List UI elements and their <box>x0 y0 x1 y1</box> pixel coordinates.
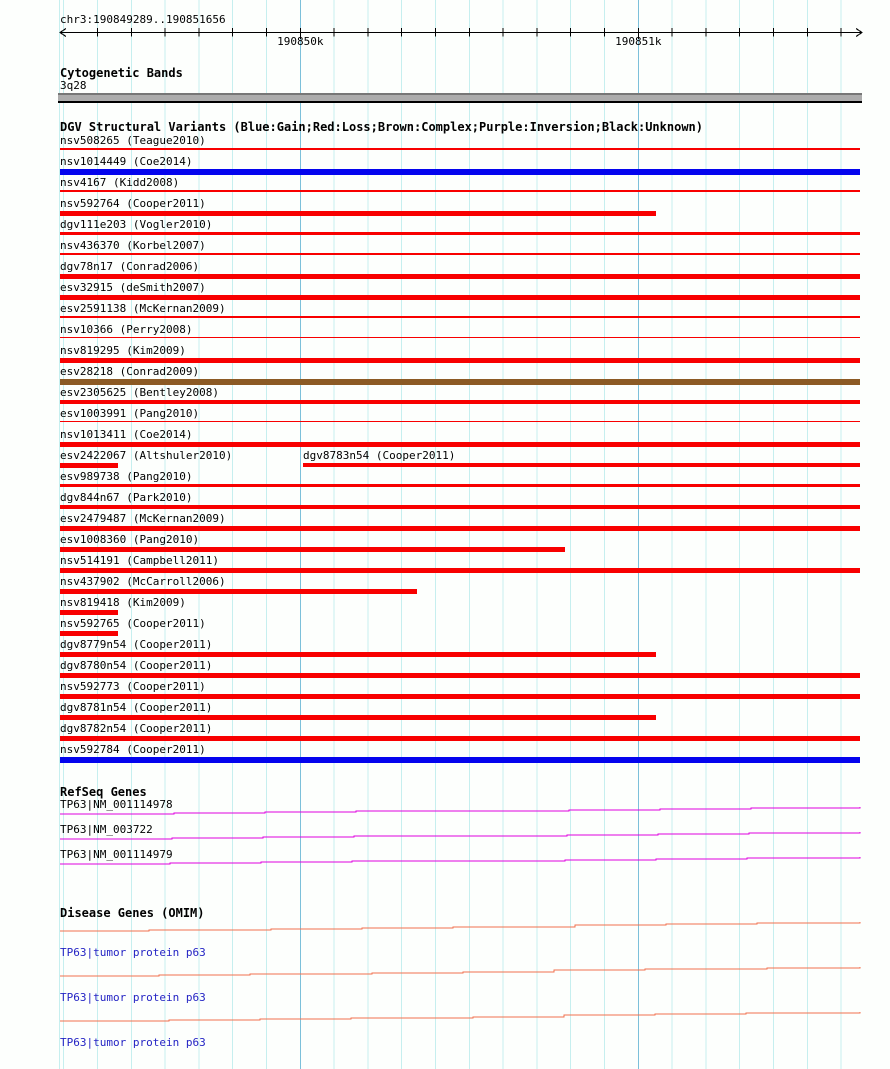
track-header-dgv: DGV Structural Variants (Blue:Gain;Red:Loss;Brown:Complex;Purple:Inversion;Black:Unknown) <box>60 120 703 134</box>
variant-bar-nsv592784[interactable] <box>60 757 860 763</box>
variant-label-esv32915: esv32915 (deSmith2007) <box>60 281 206 294</box>
variant-bar-dgv8780n54[interactable] <box>60 673 860 678</box>
track-header-omim: Disease Genes (OMIM) <box>60 906 205 920</box>
refseq-gene-label: TP63|NM_003722 <box>60 823 153 836</box>
variant-bar-nsv819418[interactable] <box>60 610 118 615</box>
variant-bar-nsv4167[interactable] <box>60 190 860 192</box>
variant-label-nsv592764: nsv592764 (Cooper2011) <box>60 197 206 210</box>
variant-label-dgv8782n54: dgv8782n54 (Cooper2011) <box>60 722 213 735</box>
track-header-refseq: RefSeq Genes <box>60 785 147 799</box>
variant-bar-nsv1013411[interactable] <box>60 442 860 447</box>
variant-label-esv989738: esv989738 (Pang2010) <box>60 470 193 483</box>
variant-label-nsv437902: nsv437902 (McCarroll2006) <box>60 575 226 588</box>
variant-bar-nsv592764[interactable] <box>60 211 656 216</box>
cytoband-name: 3q28 <box>60 79 87 92</box>
variant-label-dgv844n67: dgv844n67 (Park2010) <box>60 491 193 504</box>
variant-label-dgv8779n54: dgv8779n54 (Cooper2011) <box>60 638 213 651</box>
variant-label-esv1003991: esv1003991 (Pang2010) <box>60 407 200 420</box>
ruler-tick-label: 190851k <box>615 35 662 48</box>
variant-label-nsv819418: nsv819418 (Kim2009) <box>60 596 186 609</box>
variant-bar-esv1008360[interactable] <box>60 547 565 552</box>
variant-bar-nsv508265[interactable] <box>60 148 860 150</box>
variant-label-esv2422067: esv2422067 (Altshuler2010) <box>60 449 233 462</box>
variant-bar-esv1003991[interactable] <box>60 421 860 422</box>
variant-bar-dgv844n67[interactable] <box>60 505 860 509</box>
variant-bar-nsv592765[interactable] <box>60 631 118 636</box>
variant-label-nsv508265: nsv508265 (Teague2010) <box>60 134 206 147</box>
variant-bar-dgv78n17[interactable] <box>60 274 860 279</box>
variant-label-nsv10366: nsv10366 (Perry2008) <box>60 323 193 336</box>
variant-bar-nsv10366[interactable] <box>60 337 860 338</box>
omim-gene-label: TP63|tumor protein p63 <box>60 1036 206 1049</box>
variant-bar-nsv514191[interactable] <box>60 568 860 573</box>
variant-bar-esv2591138[interactable] <box>60 316 860 318</box>
variant-label-esv2305625: esv2305625 (Bentley2008) <box>60 386 219 399</box>
variant-bar-esv2479487[interactable] <box>60 526 860 531</box>
variant-label-nsv819295: nsv819295 (Kim2009) <box>60 344 186 357</box>
variant-label-nsv592784: nsv592784 (Cooper2011) <box>60 743 206 756</box>
variant-label-dgv8783n54: dgv8783n54 (Cooper2011) <box>303 449 456 462</box>
variant-label-dgv78n17: dgv78n17 (Conrad2006) <box>60 260 200 273</box>
refseq-gene-label: TP63|NM_001114978 <box>60 798 173 811</box>
variant-bar-nsv437902[interactable] <box>60 589 417 594</box>
refseq-gene-label: TP63|NM_001114979 <box>60 848 173 861</box>
variant-label-dgv8781n54: dgv8781n54 (Cooper2011) <box>60 701 213 714</box>
variant-label-esv28218: esv28218 (Conrad2009) <box>60 365 200 378</box>
variant-bar-esv28218[interactable] <box>60 379 860 385</box>
variant-label-nsv436370: nsv436370 (Korbel2007) <box>60 239 206 252</box>
variant-bar-nsv819295[interactable] <box>60 358 860 363</box>
variant-label-dgv8780n54: dgv8780n54 (Cooper2011) <box>60 659 213 672</box>
variant-label-dgv111e203: dgv111e203 (Vogler2010) <box>60 218 213 231</box>
cytoband-bar[interactable] <box>58 93 862 103</box>
omim-gene-label: TP63|tumor protein p63 <box>60 946 206 959</box>
variant-label-nsv1014449: nsv1014449 (Coe2014) <box>60 155 193 168</box>
variant-label-esv2479487: esv2479487 (McKernan2009) <box>60 512 226 525</box>
variant-bar-dgv8783n54[interactable] <box>303 463 860 467</box>
variant-bar-nsv436370[interactable] <box>60 253 860 255</box>
variant-label-nsv592765: nsv592765 (Cooper2011) <box>60 617 206 630</box>
variant-bar-esv2422067[interactable] <box>60 463 118 468</box>
variant-label-nsv4167: nsv4167 (Kidd2008) <box>60 176 180 189</box>
variant-bar-dgv8782n54[interactable] <box>60 736 860 741</box>
ruler-tick-label: 190850k <box>277 35 324 48</box>
variant-label-esv1008360: esv1008360 (Pang2010) <box>60 533 200 546</box>
variant-bar-dgv8779n54[interactable] <box>60 652 656 657</box>
variant-bar-dgv111e203[interactable] <box>60 232 860 235</box>
variant-bar-esv989738[interactable] <box>60 484 860 487</box>
track-header-cytobands: Cytogenetic Bands <box>60 66 183 80</box>
variant-label-nsv514191: nsv514191 (Campbell2011) <box>60 554 219 567</box>
variant-bar-nsv592773[interactable] <box>60 694 860 699</box>
variant-bar-nsv1014449[interactable] <box>60 169 860 175</box>
variant-bar-esv2305625[interactable] <box>60 400 860 404</box>
variant-label-esv2591138: esv2591138 (McKernan2009) <box>60 302 226 315</box>
region-label: chr3:190849289..190851656 <box>60 13 226 26</box>
variant-bar-esv32915[interactable] <box>60 295 860 300</box>
variant-label-nsv1013411: nsv1013411 (Coe2014) <box>60 428 193 441</box>
omim-gene-label: TP63|tumor protein p63 <box>60 991 206 1004</box>
variant-bar-dgv8781n54[interactable] <box>60 715 656 720</box>
variant-label-nsv592773: nsv592773 (Cooper2011) <box>60 680 206 693</box>
